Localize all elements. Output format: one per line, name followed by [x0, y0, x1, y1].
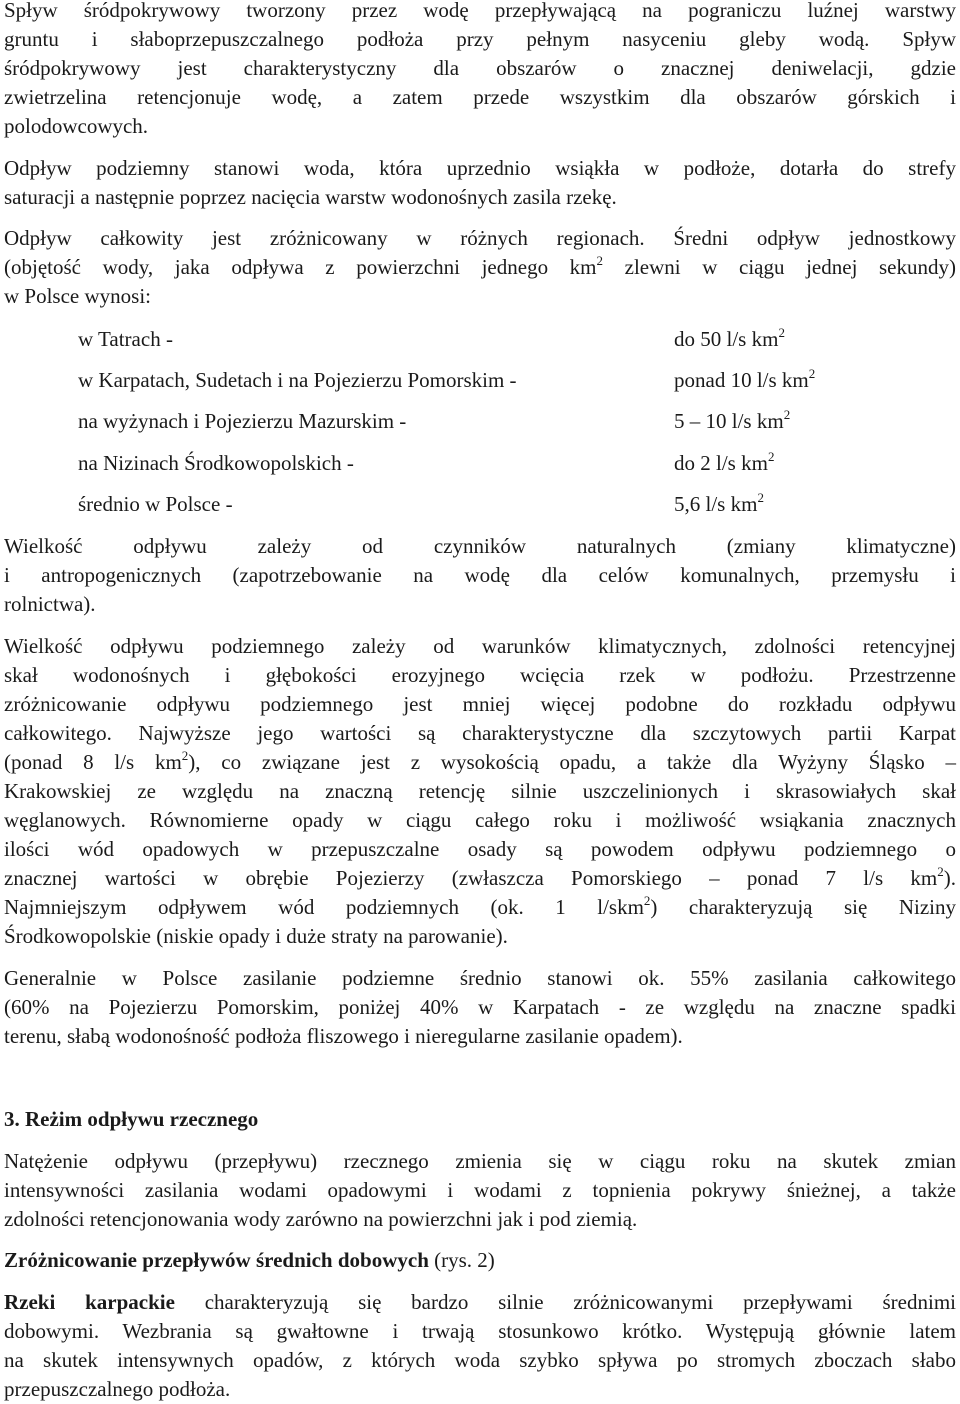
superscript: 2 — [181, 748, 189, 763]
text-line: śródpokrywowy jest charakterystyczny dla obszarów o znacznej deniwelacji, gdzie — [4, 56, 956, 80]
text-line: ilości wód opadowych w przepuszczalne osady są powodem odpływu podziemnego o — [4, 837, 956, 861]
text-line: zwietrzelina retencjonuje wodę, a zatem przede wszystkim dla obszarów górskich i — [4, 85, 956, 109]
text-line: gruntu i słaboprzepuszczalnego podłoża przy pełnym nasyceniu gleby wodą. Spływ — [4, 27, 956, 51]
runoff-value — [674, 407, 790, 436]
paragraph-outflow-factors — [4, 532, 956, 619]
text-line: i antropogenicznych (zapotrzebowanie na wodę dla celów komunalnych, przemysłu i — [4, 563, 956, 587]
runoff-value-text: 5,6 l/s km — [674, 492, 758, 516]
runoff-row-tatry — [78, 325, 938, 354]
runoff-row-karpaty — [78, 366, 938, 395]
text-line: Odpływ całkowity jest zróżnicowany w różnych regionach. Średni odpływ jednostkowy — [4, 226, 956, 250]
superscript: 2 — [757, 490, 764, 505]
text-line: Spływ śródpokrywowy tworzony przez wodę przepływającą na pograniczu luźnej warstwy — [4, 0, 956, 22]
superscript: 2 — [643, 893, 651, 908]
runoff-row-niziny — [78, 449, 938, 478]
text-line — [4, 1246, 956, 1275]
paragraph-groundwater-factors — [4, 632, 956, 951]
superscript: 2 — [937, 864, 944, 879]
superscript: 2 — [808, 366, 816, 381]
text-line: terenu, słabą wodonośność podłoża fliszowego i nieregularne zasilanie opadem). — [4, 1024, 683, 1048]
text-line — [4, 748, 956, 777]
text-fragment: charakteryzują się bardzo silnie zróżnicowanymi przepływami średnimi — [174, 1290, 956, 1314]
text-line: Wielkość odpływu podziemnego zależy od warunków klimatycznych, zdolności retencyjnej — [4, 634, 956, 658]
text-line: w Polsce wynosi: — [4, 284, 151, 308]
runoff-value-text: 5 – 10 l/s km — [674, 409, 784, 433]
text-line — [4, 864, 956, 893]
text-line: Generalnie w Polsce zasilanie podziemne średnio stanowi ok. 55% zasilania całkowitego — [4, 966, 956, 990]
text-fragment: ) charakteryzują się Niziny — [650, 895, 956, 919]
runoff-row-wyzyny — [78, 407, 938, 436]
superscript: 2 — [778, 325, 785, 340]
text-line: całkowitego. Najwyższe jego wartości są charakterystyczne dla szczytowych partii Karpat — [4, 721, 956, 745]
text-fragment: zlewni w ciągu jednej sekundy) — [603, 255, 956, 279]
runoff-region-label: w Karpatach, Sudetach i na Pojezierzu Pomorskim - — [78, 368, 517, 392]
term-bold: Rzeki karpackie — [4, 1290, 175, 1314]
runoff-value — [674, 449, 774, 478]
text-line: polodowcowych. — [4, 114, 149, 138]
paragraph-groundwater-outflow — [4, 154, 956, 212]
text-line — [4, 893, 956, 922]
superscript: 2 — [596, 253, 604, 268]
runoff-value — [674, 366, 815, 395]
text-line: zróżnicowanie odpływu podziemnego jest mniej więcej podobne do rozkładu odpływu — [4, 692, 956, 716]
paragraph-flow-regime — [4, 1147, 956, 1234]
runoff-region-label: średnio w Polsce - — [78, 492, 233, 516]
text-line: Wielkość odpływu zależy od czynników naturalnych (zmiany klimatyczne) — [4, 534, 956, 558]
superscript: 2 — [783, 407, 791, 422]
text-line — [4, 253, 956, 282]
subheading-daily-flows — [4, 1246, 956, 1275]
paragraph-carpathian-rivers — [4, 1288, 956, 1404]
text-line: na skutek intensywnych opadów, z których woda szybko spływa po stromych zboczach słabo — [4, 1348, 956, 1372]
text-line: (60% na Pojezierzu Pomorskim, poniżej 40% w Karpatach - ze względu na znaczne spadki — [4, 995, 956, 1019]
paragraph-groundwater-share — [4, 964, 956, 1051]
text-line: intensywności zasilania wodami opadowymi i wodami z topnienia pokrywy śnieżnej, a także — [4, 1178, 956, 1202]
section-heading: 3. Reżim odpływu rzecznego — [4, 1107, 259, 1131]
runoff-region-label: w Tatrach - — [78, 327, 173, 351]
runoff-region-label: na Nizinach Środkowopolskich - — [78, 451, 354, 475]
superscript: 2 — [767, 449, 775, 464]
text-line: przepuszczalnego podłoża. — [4, 1377, 231, 1401]
text-line: dobowymi. Wezbrania są gwałtowne i trwają stosunkowo krótko. Występują głównie latem — [4, 1319, 956, 1343]
text-fragment: (ponad 8 l/s km — [4, 750, 182, 774]
text-line: węglanowych. Równomierne opady w ciągu całego roku i możliwość wsiąkania znacznych — [4, 808, 956, 832]
runoff-region-label: na wyżynach i Pojezierzu Mazurskim - — [78, 409, 407, 433]
runoff-value-text: do 2 l/s km — [674, 451, 768, 475]
runoff-value-text: do 50 l/s km — [674, 327, 779, 351]
paragraph-total-outflow — [4, 224, 956, 311]
runoff-value — [674, 325, 785, 354]
runoff-value — [674, 490, 764, 519]
runoff-row-average — [78, 490, 938, 519]
text-fragment: Najmniejszym odpływem wód podziemnych (ok. 1 l/skm — [4, 895, 644, 919]
paragraph-interflow — [4, 0, 956, 141]
text-fragment: ), co związane jest z wysokością opadu, a także dla Wyżyny Śląsko – — [188, 750, 956, 774]
text-line: Odpływ podziemny stanowi woda, która uprzednio wsiąkła w podłoże, dotarła do strefy — [4, 156, 956, 180]
text-line: zdolności retencjonowania wody zarówno na powierzchni jak i pod ziemią. — [4, 1207, 638, 1231]
text-fragment: (objętość wody, jaka odpływa z powierzchni jednego km — [4, 255, 597, 279]
text-line: Natężenie odpływu (przepływu) rzecznego zmienia się w ciągu roku na skutek zmian — [4, 1149, 956, 1173]
text-line: Krakowskiej ze względu na znaczną retencję silnie uszczelinionych i skrasowiałych skał — [4, 779, 956, 803]
runoff-value-text: ponad 10 l/s km — [674, 368, 809, 392]
subheading-ref: (rys. 2) — [428, 1248, 495, 1272]
text-line — [4, 1288, 956, 1317]
text-line: skał wodonośnych i głębokości erozyjnego wcięcia rzek w podłożu. Przestrzenne — [4, 663, 956, 687]
text-fragment: ). — [943, 866, 956, 890]
text-line: rolnictwa). — [4, 592, 96, 616]
text-fragment: znacznej wartości w obrębie Pojezierzy (zwłaszcza Pomorskiego – ponad 7 l/s km — [4, 866, 938, 890]
subheading-bold: Zróżnicowanie przepływów średnich dobowych — [4, 1248, 429, 1272]
text-line: Środkowopolskie (niskie opady i duże straty na parowanie). — [4, 924, 508, 948]
text-line: saturacji a następnie poprzez nacięcia warstw wodonośnych zasila rzekę. — [4, 185, 617, 209]
